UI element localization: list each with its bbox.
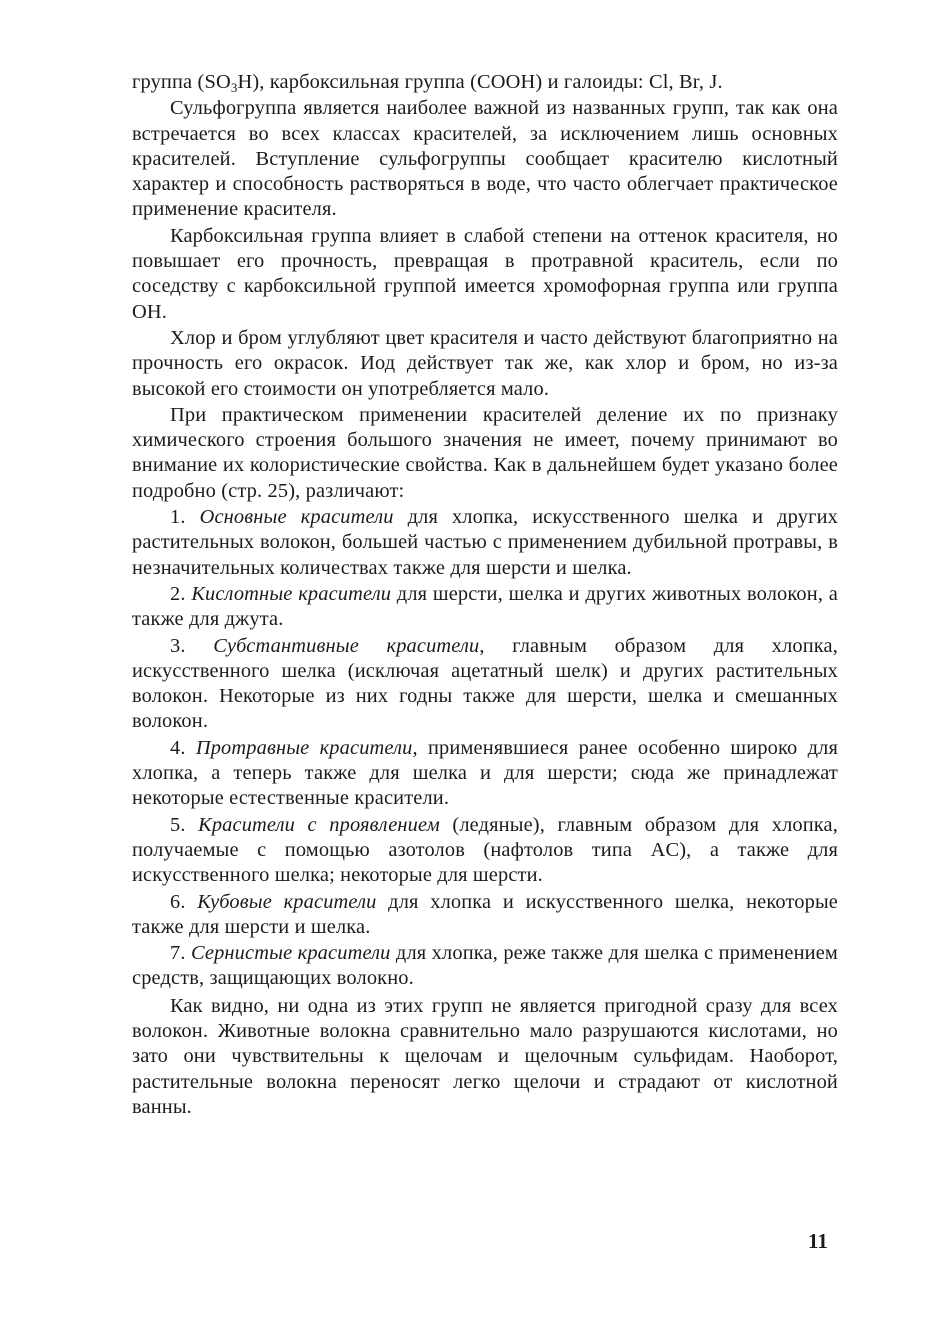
paragraph-sulfogroup: Сульфогруппа является наиболее важной из названных групп, так как она встречается во всех классах красителей, за исключением лишь основных красителей. Вступление сульфогруппы сообщает красителю кислотный характер и способность растворяться в воде, что часто облегчает практическое применение красителя. xyxy=(132,97,838,221)
page-number: 11 xyxy=(808,1229,828,1253)
list-term: Кубовые красители xyxy=(197,890,377,913)
list-number: 5. xyxy=(170,813,199,836)
list-text: для хлопка, искусственного шелка и других растительных волокон, большей частью с применением дубильной протравы, в незначительных количествах также для шерсти и шелка. xyxy=(132,506,838,579)
list-item-3 xyxy=(132,634,838,735)
list-text: (ледяные), главным образом для хлопка, получаемые с помощью азотолов (нафтолов типа AC), а также для искусственного шелка; некоторые для шерсти. xyxy=(132,813,838,887)
list-number: 1. xyxy=(170,506,200,529)
list-term: Сернистые красители xyxy=(190,942,391,965)
list-item-6 xyxy=(132,890,838,941)
list-term: Красители с проявлением xyxy=(198,813,440,836)
list-term: Кислотные красители xyxy=(191,582,392,605)
list-text: , главным образом для хлопка, искусственного шелка (исключая ацетатный шелк) и других растительных волокон. Некоторые из них годны также для шерсти, шелка и смешанных волокон. xyxy=(132,634,839,733)
continuation-paragraph xyxy=(132,70,838,95)
continuation-text-end: H), карбоксильная группа (COOH) и галоиды: Cl, Br, J. xyxy=(237,71,723,93)
list-term: Основные красители xyxy=(199,506,394,529)
list-text: , применявшиеся ранее особенно широко для хлопка, а теперь также для шелка и для шерсти; сюда же принадлежат некоторые естественные красители. xyxy=(132,736,838,810)
paragraph-conclusion: Как видно, ни одна из этих групп не является пригодной сразу для всех волокон. Животные волокна сравнительно мало разрушаются кислотами, но зато они чувствительны к щелочам и щелочным сульфидам. Наоборот, растительные волокна переносят легко щелочи и страдают от кислотной ванны. xyxy=(132,994,838,1118)
paragraph-intro: При практическом применении красителей деление их по признаку химического строения большого значения не имеет, почему принимают во внимание их колористические свойства. Как в дальнейшем будет указано более подробно (стр. 25), различают: xyxy=(132,403,838,502)
list-item-7 xyxy=(132,941,838,992)
list-number: 6. xyxy=(170,890,198,913)
list-item-5 xyxy=(132,813,838,889)
list-term: Протравные красители xyxy=(195,736,413,759)
paragraph-halogen: Хлор и бром углубляют цвет красителя и часто действуют благоприятно на прочность его окрасок. Иод действует так же, как хлор и бром, но из-за высокой его стоимости он употребляется мало. xyxy=(132,326,838,400)
list-text: для шерсти, шелка и других животных волокон, а также для джута. xyxy=(132,582,838,631)
list-term: Субстантивные красители xyxy=(213,634,480,657)
list-item-4 xyxy=(132,736,838,812)
list-text: для хлопка, реже также для шелка с применением средств, защищающих волокно. xyxy=(132,942,838,990)
paragraph-carboxyl: Карбоксильная группа влияет в слабой степени на оттенок красителя, но повышает его прочность, превращая в протравной краситель, если по соседству с карбоксильной группой имеется хромофорная группа или группа OH. xyxy=(132,224,838,323)
list-item-2 xyxy=(132,582,838,633)
continuation-text-start: группа (SO xyxy=(132,71,231,93)
list-number: 3. xyxy=(170,634,214,657)
list-number: 7. xyxy=(170,942,191,965)
page-body xyxy=(132,70,838,1120)
list-item-1 xyxy=(132,505,838,581)
subscript: 3 xyxy=(230,80,238,95)
list-number: 4. xyxy=(170,736,196,759)
list-number: 2. xyxy=(170,582,192,605)
list-text: для хлопка и искусственного шелка, некоторые также для шерсти и шелка. xyxy=(132,890,839,938)
